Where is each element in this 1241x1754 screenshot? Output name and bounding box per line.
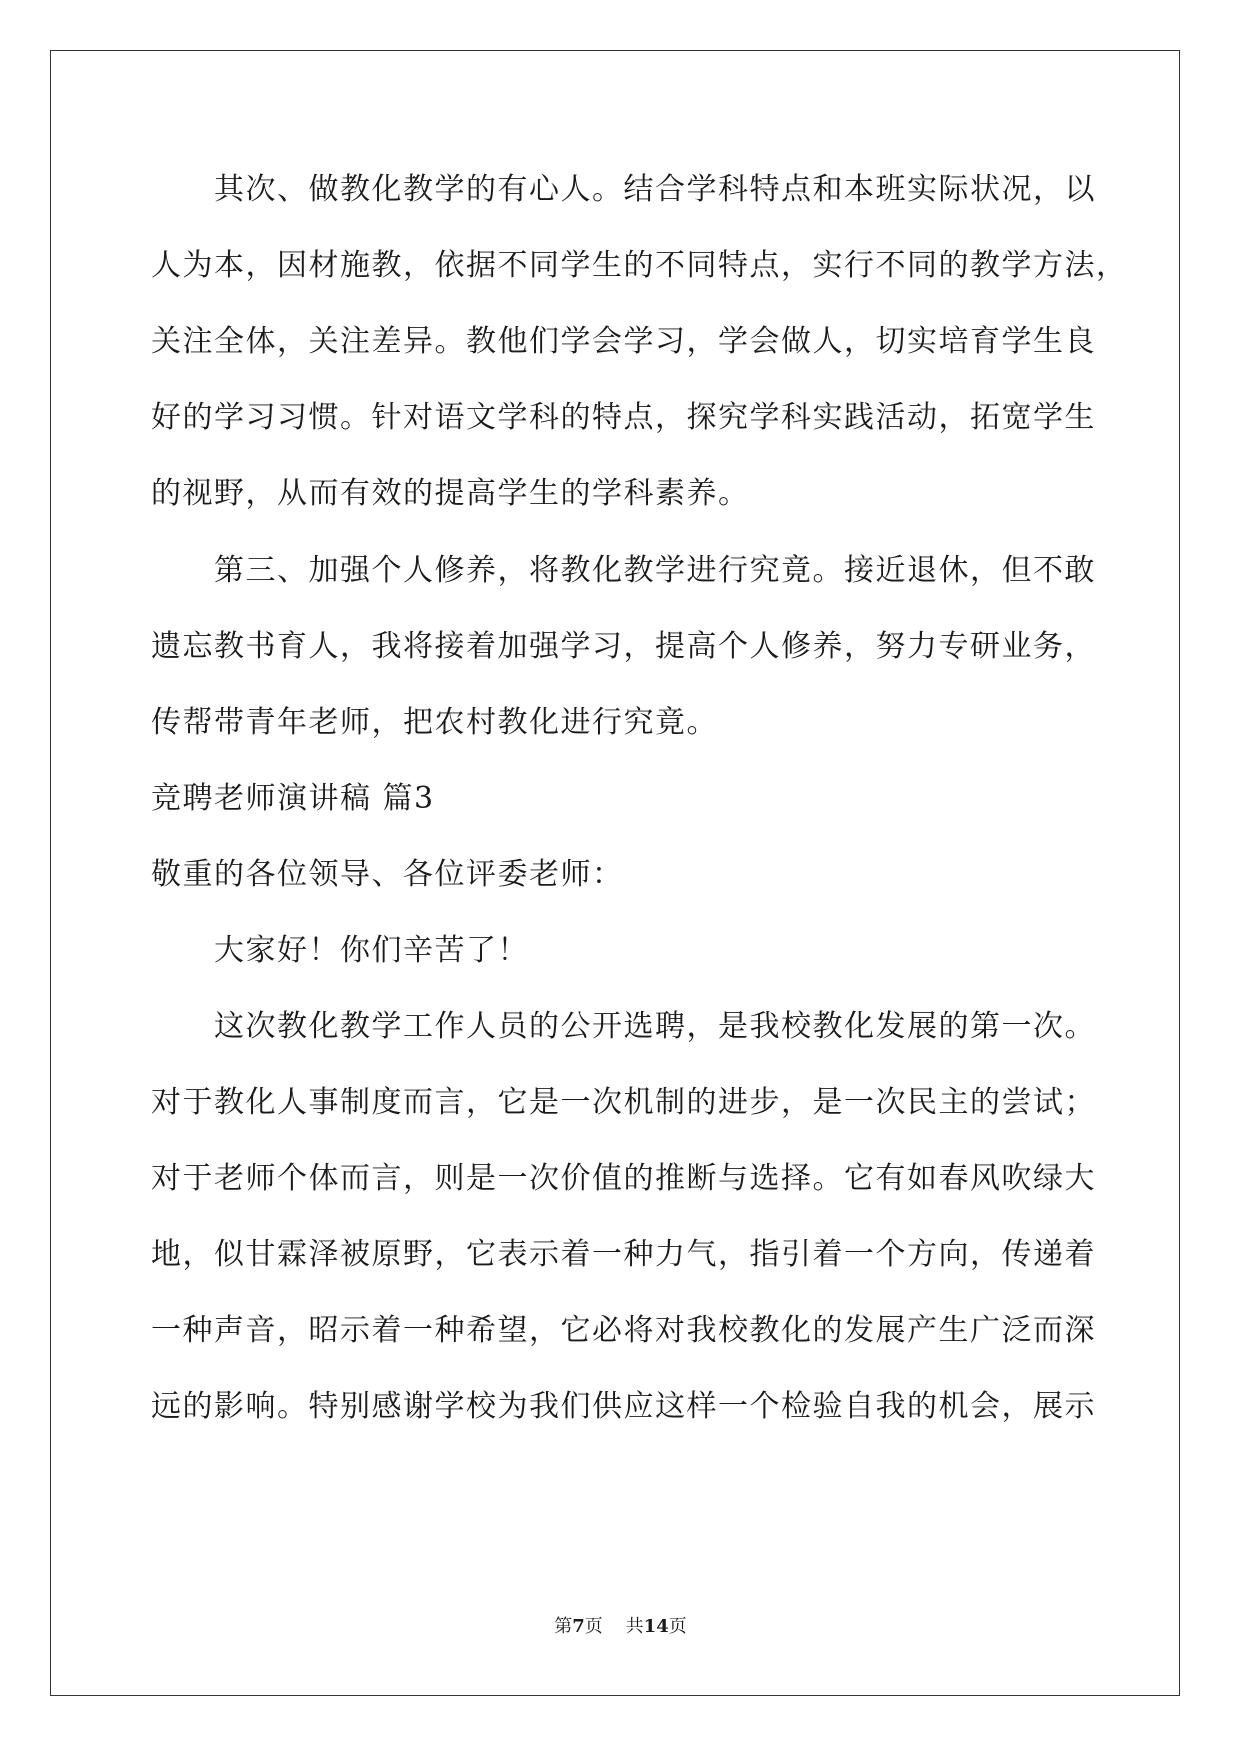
paragraph-line: 其次、做教化教学的有心人。结合学科特点和本班实际状况，以 bbox=[151, 172, 1096, 207]
paragraph-line: 好的学习习惯。针对语文学科的特点，探究学科实践活动，拓宽学生 bbox=[151, 400, 1096, 435]
section-heading: 竞聘老师演讲稿 篇3 bbox=[151, 781, 435, 816]
total-prefix: 共 bbox=[625, 1616, 644, 1637]
page-footer bbox=[0, 1615, 1241, 1639]
paragraph-line: 关注全体，关注差异。教他们学会学习，学会做人，切实培育学生良 bbox=[151, 324, 1096, 359]
paragraph-line: 一种声音，昭示着一种希望，它必将对我校教化的发展产生广泛而深 bbox=[151, 1313, 1096, 1348]
page-prefix: 第 bbox=[554, 1616, 573, 1637]
paragraph-line: 人为本，因材施教，依据不同学生的不同特点，实行不同的教学方法， bbox=[151, 248, 1128, 283]
paragraph-line: 对于教化人事制度而言，它是一次机制的进步，是一次民主的尝试； bbox=[151, 1085, 1096, 1120]
paragraph-line: 地，似甘霖泽被原野，它表示着一种力气，指引着一个方向，传递着 bbox=[151, 1237, 1096, 1272]
page-suffix: 页 bbox=[584, 1616, 603, 1637]
page-number: 7 bbox=[572, 1616, 585, 1637]
paragraph-line: 远的影响。特别感谢学校为我们供应这样一个检验自我的机会，展示 bbox=[151, 1389, 1096, 1424]
paragraph-line: 的视野，从而有效的提高学生的学科素养。 bbox=[151, 476, 750, 511]
paragraph-line: 第三、加强个人修养，将教化教学进行究竟。接近退休，但不敢 bbox=[151, 553, 1096, 588]
paragraph-line: 对于老师个体而言，则是一次价值的推断与选择。它有如春风吹绿大 bbox=[151, 1161, 1096, 1196]
paragraph-line: 遗忘教书育人，我将接着加强学习，提高个人修养，努力专研业务， bbox=[151, 629, 1096, 664]
paragraph-line: 这次教化教学工作人员的公开选聘，是我校教化发展的第一次。 bbox=[151, 1009, 1096, 1044]
salutation: 敬重的各位领导、各位评委老师： bbox=[151, 857, 624, 892]
total-suffix: 页 bbox=[668, 1616, 687, 1637]
greeting: 大家好！你们辛苦了！ bbox=[151, 933, 529, 968]
paragraph-line: 传帮带青年老师，把农村教化进行究竟。 bbox=[151, 705, 718, 740]
total-pages: 14 bbox=[643, 1616, 669, 1637]
